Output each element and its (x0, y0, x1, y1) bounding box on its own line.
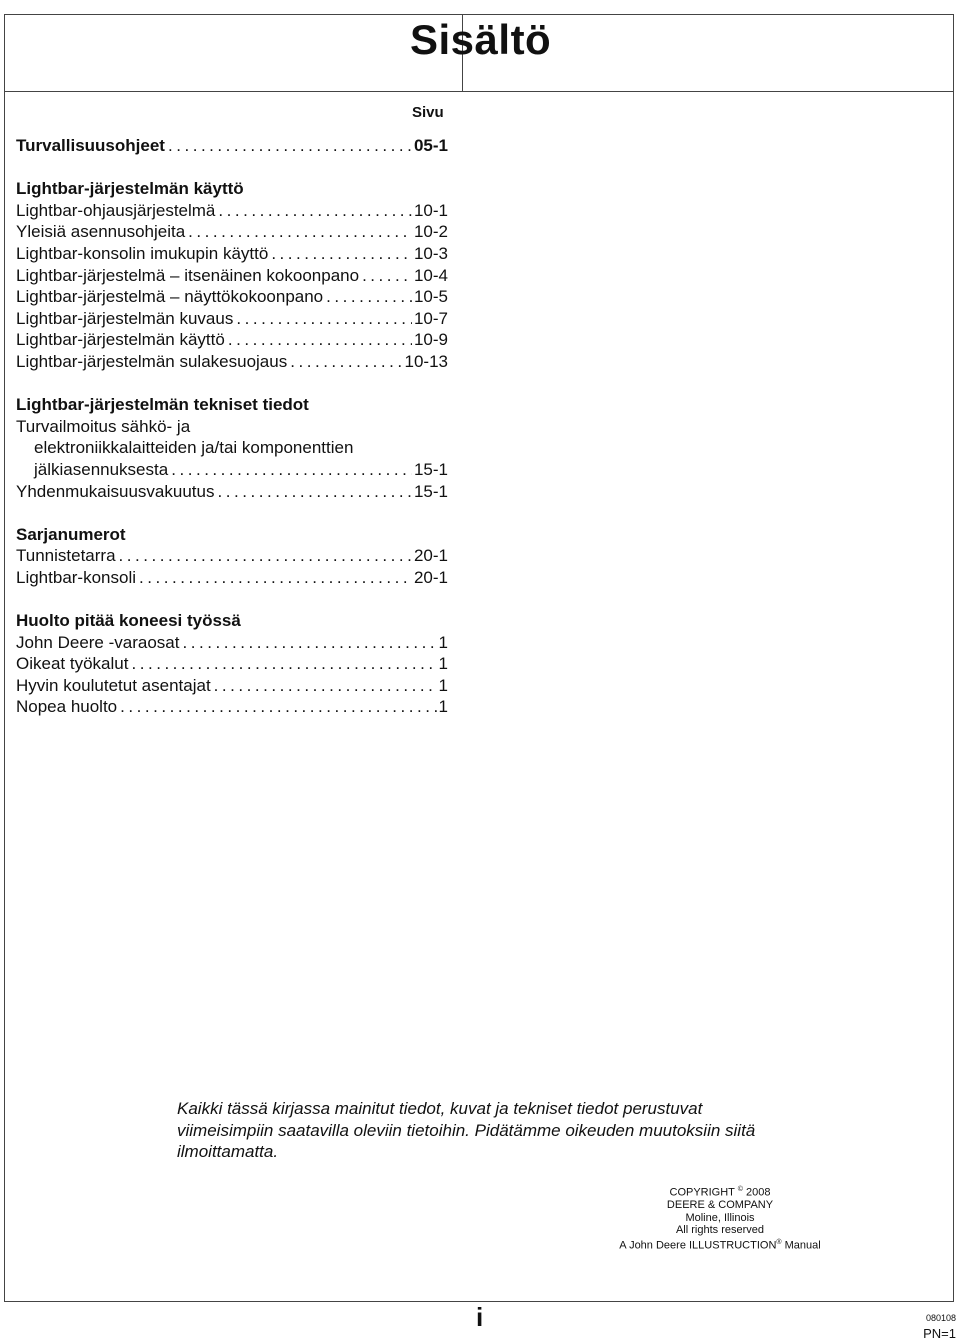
dot-leader (218, 201, 412, 221)
toc-entry-label: John Deere -varaosat (16, 632, 180, 652)
pn-label: PN=1 (923, 1326, 956, 1341)
dot-leader (182, 633, 436, 653)
dot-leader (171, 460, 412, 480)
dot-leader (326, 287, 412, 307)
toc-entry-page: 15-1 (413, 459, 448, 479)
toc-entry-label: Lightbar-järjestelmän käyttö (16, 330, 225, 350)
dot-leader (236, 309, 412, 329)
toc-entry-page: 1 (438, 654, 448, 674)
copyright-location: Moline, Illinois (685, 1211, 755, 1224)
section-gap (16, 589, 448, 611)
toc-entry-page: 10-2 (413, 222, 448, 242)
toc-entry-label: Nopea huolto (16, 697, 118, 717)
toc-entry-page: 1 (438, 632, 448, 652)
registered-mark: ® (776, 1239, 782, 1247)
toc-entry-label: Tunnistetarra (16, 546, 116, 566)
copyright-company: DEERE & COMPANY (666, 1199, 774, 1212)
dot-leader (362, 266, 412, 286)
toc-entry-label: Oikeat työkalut (16, 654, 129, 674)
toc-entry-label: Lightbar-konsoli (16, 567, 137, 587)
toc-entry[interactable] (16, 633, 448, 655)
toc-entry-page: 10-5 (413, 287, 448, 307)
toc-entry-page: 10-4 (413, 265, 448, 285)
copyright-mark: © (737, 1186, 743, 1193)
toc-entry[interactable] (16, 222, 448, 244)
toc-entry[interactable] (16, 697, 448, 719)
toc-entry-label: Lightbar-konsolin imukupin käyttö (16, 243, 269, 263)
toc-entry-label: jälkiasennuksesta (34, 459, 169, 479)
page-title: Sisältö (410, 16, 552, 63)
toc-entry-page: 10-7 (413, 308, 448, 328)
toc-entry-page: 20-1 (413, 546, 448, 566)
copyright-label: COPYRIGHT (669, 1186, 735, 1199)
dot-leader (214, 676, 437, 696)
toc-entry[interactable] (16, 287, 448, 309)
toc-entry-label: Lightbar-järjestelmä – näyttökokoonpano (16, 287, 324, 307)
toc-entry-label: Lightbar-järjestelmän sulakesuojaus (16, 351, 288, 371)
dot-leader (131, 654, 436, 674)
toc-entry[interactable] (16, 201, 448, 223)
toc-entry-label: Yleisiä asennusohjeita (16, 222, 186, 242)
copyright-manual-pre: A John Deere ILLUSTRUCTION (619, 1239, 777, 1252)
toc-entry[interactable] (16, 546, 448, 568)
toc-entry[interactable] (16, 330, 448, 352)
section-heading: Sarjanumerot (16, 524, 126, 544)
toc-entry-label: Turvallisuusohjeet (16, 136, 165, 155)
copyright-line-5 (600, 1237, 840, 1252)
toc-entry-label: Lightbar-järjestelmän kuvaus (16, 308, 234, 328)
copyright-line-1 (600, 1184, 840, 1199)
page-column-label: Sivu (412, 104, 444, 121)
toc-entry-text: elektroniikkalaitteiden ja/tai komponenttien (34, 438, 354, 458)
copyright-rights: All rights reserved (675, 1224, 765, 1237)
section-gap (16, 374, 448, 396)
toc-entry[interactable] (16, 654, 448, 676)
dot-leader (139, 568, 412, 588)
toc-entry-label: Lightbar-ohjausjärjestelmä (16, 200, 216, 220)
toc-entry[interactable] (16, 136, 448, 158)
section-gap (16, 158, 448, 180)
toc-entry[interactable] (16, 266, 448, 288)
header-divider-horizontal (4, 91, 954, 92)
copyright-block (600, 1184, 840, 1252)
document-code: 080108 (925, 1313, 956, 1323)
toc-entry-page: 20-1 (413, 567, 448, 587)
toc-entry-label: Lightbar-järjestelmä – itsenäinen kokoonpano (16, 265, 360, 285)
toc-entry-page: 10-1 (413, 200, 448, 220)
toc-entry-page: 10-9 (413, 330, 448, 350)
dot-leader (120, 697, 436, 717)
dot-leader (228, 330, 412, 350)
toc-entry[interactable] (16, 460, 448, 482)
toc-entry[interactable] (16, 482, 448, 504)
toc-entry-page: 10-13 (404, 351, 448, 371)
toc-entry-page: 15-1 (413, 481, 448, 501)
toc-entry[interactable] (16, 352, 448, 374)
toc-entry-page: 1 (438, 675, 448, 695)
dot-leader (188, 222, 412, 242)
toc-entry-page: 05-1 (413, 136, 448, 155)
toc-entry-text: Turvailmoitus sähkö- ja (16, 416, 191, 436)
table-of-contents (16, 136, 448, 719)
dot-leader (290, 352, 402, 372)
toc-entry-label: Hyvin koulutetut asentajat (16, 675, 211, 695)
dot-leader (271, 244, 412, 264)
copyright-year: 2008 (746, 1186, 771, 1199)
dot-leader (119, 546, 412, 566)
toc-entry-label: Yhdenmukaisuusvakuutus (16, 481, 215, 501)
dot-leader (217, 482, 412, 502)
toc-entry[interactable] (16, 676, 448, 698)
section-heading: Lightbar-järjestelmän käyttö (16, 179, 244, 199)
toc-entry[interactable] (16, 309, 448, 331)
toc-entry-page: 10-3 (413, 243, 448, 263)
page-number: i (476, 1302, 484, 1332)
copyright-manual-post: Manual (784, 1239, 821, 1252)
toc-entry[interactable] (16, 568, 448, 590)
dot-leader (168, 136, 412, 156)
section-gap (16, 503, 448, 525)
section-heading: Lightbar-järjestelmän tekniset tiedot (16, 395, 309, 415)
notice-text: Kaikki tässä kirjassa mainitut tiedot, kuvat ja tekniset tiedot perustuvat viimeisimpiin saatavilla oleviin tietoihin. Pidätämme oikeuden muutoksiin siitä ilmoittamatta. (177, 1099, 756, 1161)
toc-entry[interactable] (16, 244, 448, 266)
toc-entry-page: 1 (438, 697, 448, 717)
section-heading: Huolto pitää koneesi työssä (16, 611, 241, 631)
